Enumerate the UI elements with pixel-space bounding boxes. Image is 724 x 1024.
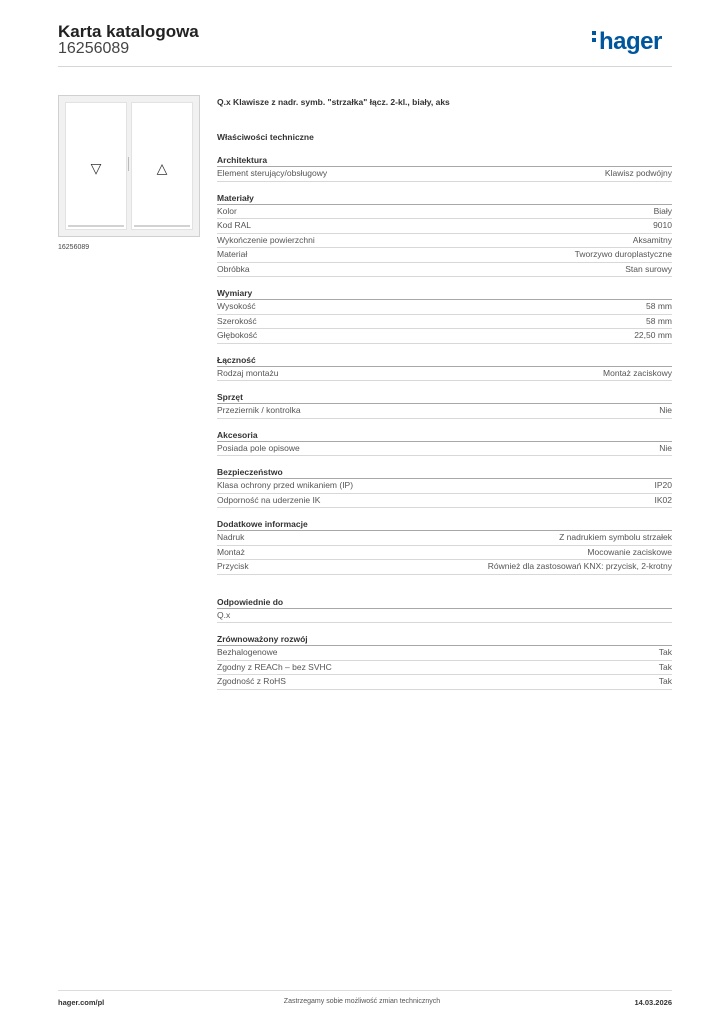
property-label: Przycisk — [217, 561, 249, 571]
property-label: Bezhalogenowe — [217, 647, 278, 657]
property-row — [217, 300, 672, 315]
image-caption: 16256089 — [58, 244, 90, 251]
property-row — [217, 479, 672, 494]
center-divider — [128, 157, 129, 171]
group-title: Wymiary — [217, 288, 672, 300]
property-group — [217, 392, 672, 419]
group-title: Materiały — [217, 193, 672, 205]
group-title: Zrównoważony rozwój — [217, 634, 672, 646]
logo-text: hager — [599, 28, 662, 55]
property-value: 22,50 mm — [634, 330, 672, 340]
group-title: Odpowiednie do — [217, 597, 672, 609]
property-group — [217, 634, 672, 690]
property-row — [217, 315, 672, 330]
footer-date: 14.03.2026 — [634, 998, 672, 1007]
property-label: Kolor — [217, 205, 237, 216]
property-row — [217, 248, 672, 263]
property-row — [217, 329, 672, 344]
footer-website: hager.com/pl — [58, 998, 105, 1007]
article-number: 16256089 — [58, 40, 130, 57]
property-label: Zgodny z REACh – bez SVHC — [217, 661, 332, 672]
property-value: Z nadrukiem symbolu strzałek — [559, 532, 672, 542]
technical-properties-title: Właściwości techniczne — [217, 132, 314, 142]
property-value: Nie — [659, 405, 672, 415]
group-title: Bezpieczeństwo — [217, 467, 672, 479]
property-row — [217, 560, 672, 575]
property-label: Posiada pole opisowe — [217, 442, 300, 453]
property-value: Nie — [659, 442, 672, 453]
property-value: Mocowanie zaciskowe — [587, 546, 672, 557]
rocker-edge — [134, 225, 190, 227]
property-row — [217, 442, 672, 457]
product-image — [58, 95, 200, 237]
property-value: Stan surowy — [625, 263, 672, 274]
property-row — [217, 219, 672, 234]
property-row — [217, 205, 672, 220]
property-value: Tak — [658, 647, 672, 657]
property-value: Tak — [658, 661, 672, 672]
property-label: Zgodność z RoHS — [217, 676, 286, 686]
group-title: Dodatkowe informacje — [217, 519, 672, 531]
property-row — [217, 609, 672, 624]
property-group — [217, 430, 672, 457]
arrow-down-icon: ▽ — [90, 160, 102, 176]
property-row — [217, 404, 672, 419]
property-value: Aksamitny — [632, 234, 672, 245]
property-label: Element sterujący/obsługowy — [217, 168, 328, 178]
property-row — [217, 367, 672, 382]
property-group — [217, 288, 672, 344]
property-label: Nadruk — [217, 532, 245, 542]
property-value: Montaż zaciskowy — [603, 367, 672, 378]
property-label: Q.x — [217, 609, 231, 620]
property-group — [217, 597, 672, 624]
properties-list — [217, 155, 672, 690]
property-label: Klasa ochrony przed wnikaniem (IP) — [217, 480, 354, 490]
property-group — [217, 467, 672, 508]
property-row — [217, 531, 672, 546]
group-title: Akcesoria — [217, 430, 672, 442]
property-value: Tworzywo duroplastyczne — [574, 249, 672, 259]
property-row — [217, 546, 672, 561]
group-title: Łączność — [217, 355, 672, 367]
hager-logo — [592, 28, 662, 56]
property-label: Głębokość — [217, 330, 258, 340]
property-label: Montaż — [217, 546, 245, 557]
property-value: Klawisz podwójny — [604, 168, 672, 178]
footer-divider — [58, 990, 672, 991]
group-title: Sprzęt — [217, 392, 672, 404]
property-value: IK02 — [654, 494, 672, 505]
footer-disclaimer: Zastrzegamy sobie możliwość zmian technicznych — [283, 998, 441, 1005]
rocker-edge — [68, 225, 124, 227]
property-row — [217, 675, 672, 690]
property-group — [217, 155, 672, 182]
property-label: Kod RAL — [217, 220, 252, 230]
property-label: Materiał — [217, 249, 248, 259]
property-value: Tak — [658, 676, 672, 686]
left-rocker — [65, 102, 127, 230]
property-label: Obróbka — [217, 263, 250, 274]
property-value: 58 mm — [646, 315, 672, 326]
property-group — [217, 355, 672, 382]
property-value: Również dla zastosowań KNX: przycisk, 2-krotny — [487, 561, 672, 571]
property-label: Wysokość — [217, 301, 256, 311]
property-row — [217, 167, 672, 182]
property-label: Przeziernik / kontrolka — [217, 405, 301, 415]
group-title: Architektura — [217, 155, 672, 167]
property-value: 58 mm — [646, 301, 672, 311]
property-value: Biały — [653, 205, 672, 216]
main-content — [217, 96, 672, 690]
property-label: Wykończenie powierzchni — [217, 234, 315, 245]
property-row — [217, 494, 672, 509]
header-divider — [58, 66, 672, 67]
property-label: Rodzaj montażu — [217, 367, 279, 378]
property-row — [217, 646, 672, 661]
property-value: 9010 — [653, 220, 672, 230]
property-group — [217, 519, 672, 575]
property-row — [217, 661, 672, 676]
property-label: Odporność na uderzenie IK — [217, 494, 321, 505]
property-label: Szerokość — [217, 315, 257, 326]
property-row — [217, 234, 672, 249]
document-title: Karta katalogowa — [58, 22, 199, 41]
product-name: Q.x Klawisze z nadr. symb. "strzałka" łącz. 2-kl., biały, aks — [217, 97, 450, 107]
arrow-up-icon: △ — [156, 160, 168, 176]
right-rocker — [131, 102, 193, 230]
logo-dots-icon — [592, 31, 596, 45]
property-value: IP20 — [654, 480, 672, 490]
property-row — [217, 263, 672, 278]
property-group — [217, 193, 672, 278]
